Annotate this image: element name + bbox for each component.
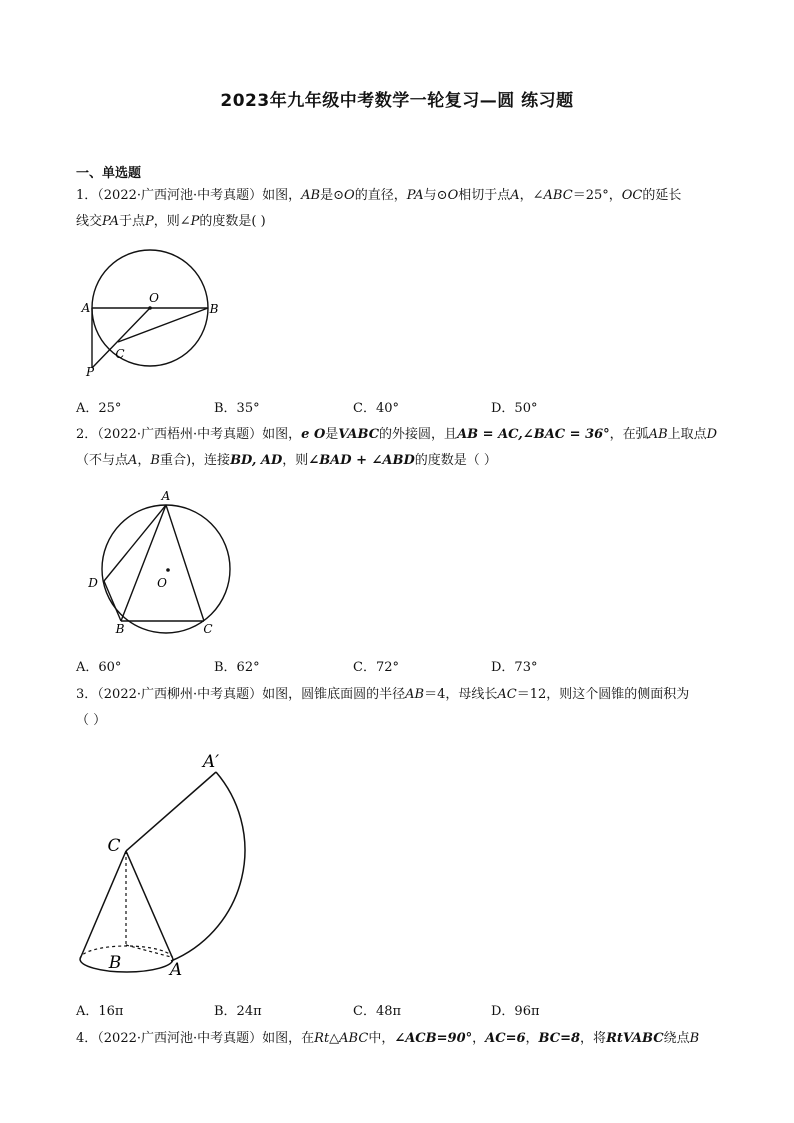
text: ，∠ (519, 188, 544, 203)
question-number: 2． (76, 427, 98, 442)
text: （ ） (76, 713, 107, 728)
math-expr: BC=8 (538, 1031, 581, 1046)
text: 的度数是（ ） (414, 453, 497, 468)
math-expr: BD, AD (230, 453, 283, 468)
text: 是 (325, 427, 339, 442)
math-var: AB (301, 188, 321, 203)
option-c[interactable]: C．40° (353, 401, 399, 416)
math-var: O (344, 188, 355, 203)
point-label-d: D (88, 576, 98, 590)
math-var: D (706, 427, 718, 442)
point-label-p: P (85, 365, 95, 379)
text: ，在弧 (609, 427, 649, 442)
point-label-a-prime: A′ (202, 752, 220, 772)
math-var: P (190, 214, 200, 229)
text: ＝12，则这个圆锥的侧面积为 (516, 687, 690, 702)
text: 上取点 (667, 427, 707, 442)
math-var: AB (648, 427, 668, 442)
option-c[interactable]: C．72° (353, 660, 399, 675)
math-var: AB (405, 687, 425, 702)
text: ，将 (580, 1031, 607, 1046)
text: 重合)，连接 (159, 453, 231, 468)
text: 的外接圆，且 (379, 427, 458, 442)
math-var: PA (406, 188, 424, 203)
point-label-a: A (169, 960, 183, 980)
question-4 (76, 1026, 726, 1052)
text: ，则 (282, 453, 309, 468)
text: ＝25°， (572, 188, 622, 203)
text: 于点 (118, 214, 145, 229)
text: 如图， (262, 188, 302, 203)
math-var: P (144, 214, 154, 229)
point-label-b: B (209, 302, 219, 316)
math-var: OC (621, 188, 643, 203)
question-2 (76, 422, 726, 474)
text: 线交 (76, 214, 103, 229)
math-var: B (150, 453, 160, 468)
text: （不与点 (76, 453, 129, 468)
question-3-line-2 (76, 708, 726, 734)
point-label-b: B (115, 622, 125, 636)
option-b[interactable]: B．62° (214, 660, 260, 675)
text: 的直径， (354, 188, 407, 203)
text: 绕点 (663, 1031, 690, 1046)
math-var: B (689, 1031, 700, 1046)
question-3-line-1 (76, 682, 726, 708)
text: ，则∠ (153, 214, 191, 229)
math-var: ABC (543, 188, 573, 203)
option-a[interactable]: A．25° (76, 401, 122, 416)
question-4-line-1 (76, 1026, 726, 1052)
math-var: A (510, 188, 520, 203)
math-expr: ∠ACB=90° (394, 1031, 473, 1046)
section-heading: 一、单选题 (76, 166, 142, 181)
option-d[interactable]: D．73° (491, 660, 538, 675)
question-source: （2022·广西柳州·中考真题） (97, 687, 263, 702)
point-label-o: O (157, 576, 167, 590)
math-expr: ∠BAD + ∠ABD (308, 453, 415, 468)
point-label-a: A (161, 489, 171, 503)
text: 的度数是( ) (199, 214, 266, 229)
question-1-line-2 (76, 209, 726, 235)
text: 与⊙ (423, 188, 448, 203)
option-b[interactable]: B．35° (214, 401, 260, 416)
math-expr: e O (301, 427, 326, 442)
text: 的延长 (642, 188, 682, 203)
figure-q3-cone-net (74, 745, 274, 985)
text: ， (472, 1031, 486, 1046)
figure-q1-circle-tangent (80, 245, 230, 380)
option-d[interactable]: D．96π (491, 1004, 540, 1019)
question-1-line-1 (76, 183, 726, 209)
text: 相切于点 (458, 188, 511, 203)
text: ＝4，母线长 (424, 687, 498, 702)
question-3 (76, 682, 726, 734)
text: 中， (368, 1031, 395, 1046)
math-expr: RtVABC (606, 1031, 664, 1046)
text: ， (137, 453, 151, 468)
question-number: 3． (76, 687, 98, 702)
page-title: 2023年九年级中考数学一轮复习—圆 练习题 (220, 91, 574, 111)
math-var: PA (102, 214, 119, 229)
option-a[interactable]: A．16π (76, 1004, 124, 1019)
text: ， (525, 1031, 539, 1046)
question-source: （2022·广西河池·中考真题） (97, 188, 263, 203)
option-b[interactable]: B．24π (214, 1004, 262, 1019)
text: 是⊙ (320, 188, 345, 203)
option-c[interactable]: C．48π (353, 1004, 402, 1019)
math-expr: AB = AC,∠BAC = 36° (457, 427, 610, 442)
point-label-c: C (115, 347, 125, 361)
question-number: 1． (76, 188, 98, 203)
question-source: （2022·广西梧州·中考真题） (97, 427, 263, 442)
question-1 (76, 183, 726, 235)
text: 如图， (262, 427, 302, 442)
math-expr: AC=6 (485, 1031, 526, 1046)
question-source: （2022·广西河池·中考真题） (97, 1031, 263, 1046)
point-label-c: C (203, 622, 213, 636)
math-var: Rt (314, 1031, 330, 1046)
text: 如图，在 (262, 1031, 315, 1046)
text: 如图，圆锥底面圆的半径 (262, 687, 406, 702)
math-var: O (447, 188, 459, 203)
math-expr: VABC (338, 427, 380, 442)
point-label-b: B (108, 953, 122, 973)
question-2-line-1 (76, 422, 726, 448)
point-label-c: C (107, 836, 121, 856)
question-number: 4． (76, 1031, 98, 1046)
question-2-line-2 (76, 448, 726, 474)
math-var: AC (497, 687, 517, 702)
point-label-o: O (149, 291, 159, 305)
math-var: A (128, 453, 138, 468)
option-d[interactable]: D．50° (491, 401, 538, 416)
point-label-a: A (81, 301, 91, 315)
option-a[interactable]: A．60° (76, 660, 122, 675)
figure-q2-inscribed-triangle (80, 487, 240, 639)
math-var: △ABC (329, 1031, 369, 1046)
